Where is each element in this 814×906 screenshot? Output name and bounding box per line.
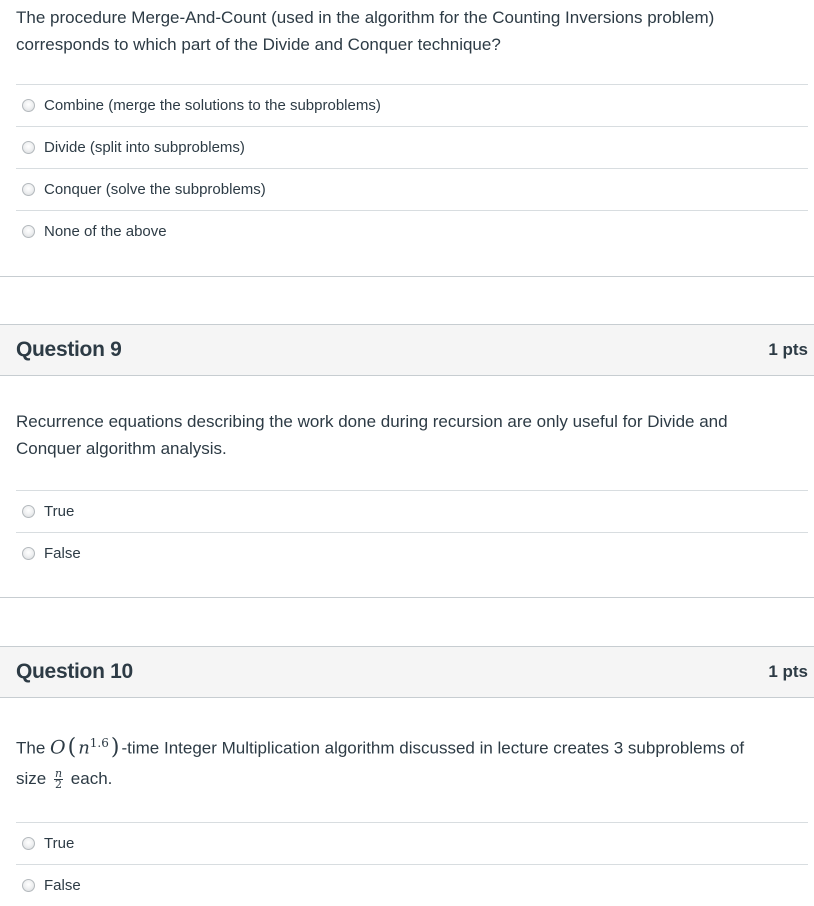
answer-option[interactable] [16, 532, 808, 574]
question-title: Question 9 [16, 338, 122, 361]
question-9-end-divider [0, 597, 814, 598]
answer-label: None of the above [44, 223, 167, 240]
math-paren: ( [67, 734, 77, 760]
big-o-symbol: O [50, 736, 66, 759]
question-points: 1 pts [768, 340, 808, 359]
answer-option[interactable] [16, 210, 808, 252]
question-8-body [0, 4, 814, 252]
radio-button[interactable] [22, 837, 35, 850]
math-paren: ) [110, 734, 120, 760]
radio-button[interactable] [22, 547, 35, 560]
text-segment: each. [66, 768, 113, 788]
question-10-text [16, 728, 808, 794]
answer-option[interactable] [16, 822, 808, 864]
question-title: Question 10 [16, 660, 133, 683]
answer-label: Divide (split into subproblems) [44, 139, 245, 156]
question-9-body [0, 408, 814, 574]
question-8-end-divider [0, 276, 814, 277]
radio-button[interactable] [22, 879, 35, 892]
fraction-denominator: 2 [55, 777, 63, 791]
answer-option[interactable] [16, 126, 808, 168]
answer-option[interactable] [16, 490, 808, 532]
math-variable: n [78, 737, 90, 759]
text-segment: -time Integer Multiplication algorithm discussed in lecture creates 3 subproblems of size [16, 738, 745, 788]
radio-button[interactable] [22, 141, 35, 154]
answer-label: True [44, 834, 75, 852]
question-10-body [0, 728, 814, 906]
answer-option[interactable] [16, 864, 808, 906]
radio-button[interactable] [22, 183, 35, 196]
question-9-text: Recurrence equations describing the work done during recursion are only useful for Divide and Conquer algorithm analysis. [16, 412, 728, 458]
answer-label: Conquer (solve the subproblems) [44, 181, 266, 198]
question-10-answers [16, 822, 808, 906]
answer-option[interactable] [16, 84, 808, 126]
math-exponent: 1.6 [89, 736, 109, 750]
answer-label: Combine (merge the solutions to the subproblems) [44, 97, 381, 114]
answer-label: False [44, 545, 81, 562]
radio-button[interactable] [22, 99, 35, 112]
question-8-text: The procedure Merge-And-Count (used in the algorithm for the Counting Inversions problem) corresponds to which part of the Divide and Conquer technique? [16, 8, 715, 54]
question-9-header [0, 324, 814, 376]
question-9-answers [16, 490, 808, 574]
answer-label: False [44, 876, 81, 894]
question-points: 1 pts [768, 662, 808, 681]
answer-label: True [44, 503, 75, 520]
answer-option[interactable] [16, 168, 808, 210]
text-segment: The [16, 738, 51, 758]
fraction-numerator: n [54, 766, 63, 780]
question-8-answers [16, 84, 808, 252]
radio-button[interactable] [22, 225, 35, 238]
fraction [54, 766, 63, 791]
radio-button[interactable] [22, 505, 35, 518]
question-10-header [0, 646, 814, 698]
